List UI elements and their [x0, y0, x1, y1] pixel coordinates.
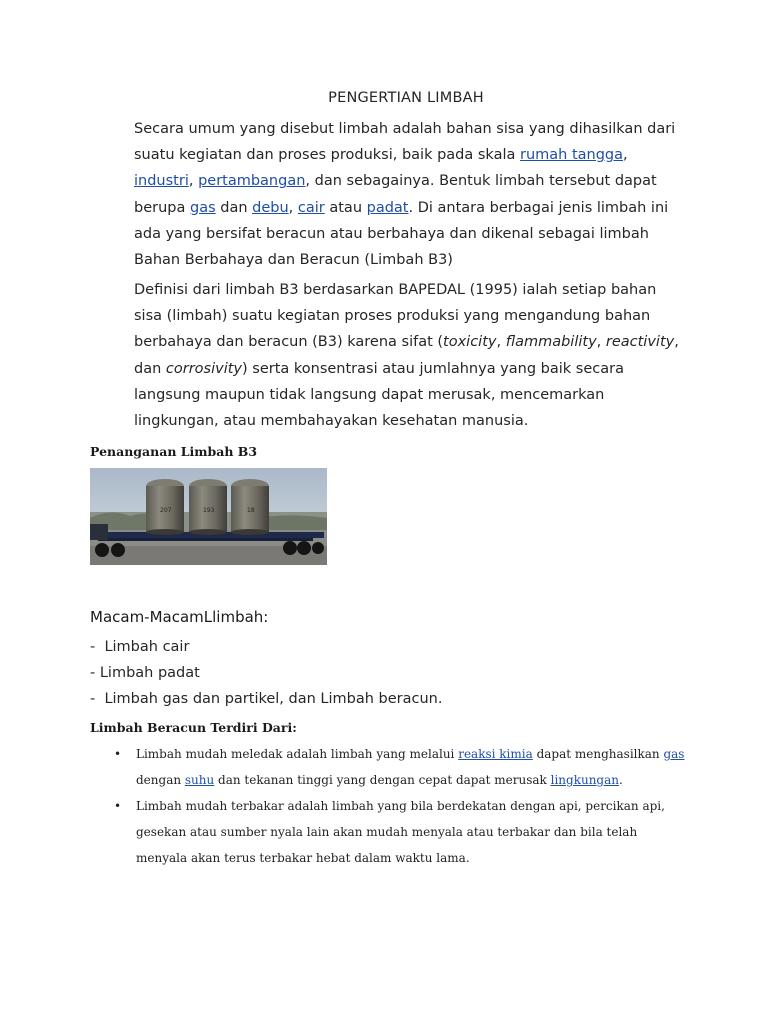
- tank-2: [189, 479, 227, 535]
- text-run: dengan: [136, 773, 185, 787]
- text-run: Limbah mudah terbakar adalah limbah yang bila berdekatan dengan api, percikan api, gesekan atau sumber nyala lain akan mudah menyala atau terbakar dan bila telah menyala akan terus terbakar hebat dalam waktu lama.: [136, 799, 665, 865]
- italic-term: corrosivity: [165, 360, 242, 377]
- italic-term: flammability: [505, 334, 597, 351]
- link-industri[interactable]: industri: [134, 173, 189, 190]
- heading-limbah-beracun: Limbah Beracun Terdiri Dari:: [90, 720, 297, 735]
- text-run: ,: [596, 334, 606, 351]
- tank-label: 207: [160, 507, 172, 514]
- text-run: ,: [496, 334, 506, 351]
- link-lingkungan[interactable]: lingkungan: [550, 773, 619, 787]
- tank-truck-photo: [90, 468, 327, 565]
- text-run: atau: [324, 199, 367, 216]
- tank-label: 18: [247, 507, 255, 514]
- text-run: ,: [188, 173, 199, 190]
- link-reaksi-kimia[interactable]: reaksi kimia: [458, 747, 533, 761]
- list-item: [112, 741, 692, 793]
- link-pertambangan[interactable]: pertambangan: [198, 173, 306, 190]
- page-title: PENGERTIAN LIMBAH: [328, 90, 484, 106]
- link-padat[interactable]: padat: [366, 199, 409, 216]
- text-run: dan: [215, 199, 253, 216]
- text-run: ,: [623, 147, 628, 164]
- link-cair[interactable]: cair: [297, 199, 325, 216]
- bullet-icon: •: [114, 799, 122, 813]
- heading-penanganan: Penanganan Limbah B3: [90, 444, 258, 459]
- tank-1: [146, 479, 184, 535]
- text-run: Limbah mudah meledak adalah limbah yang melalui: [136, 747, 459, 761]
- text-run: dan tekanan tinggi yang dengan cepat dapat merusak: [214, 773, 551, 787]
- paragraph-definition-limbah: [90, 116, 680, 273]
- link-rumah-tangga[interactable]: rumah tangga: [519, 147, 623, 164]
- link-gas-bullet[interactable]: gas: [663, 747, 685, 761]
- text-run: , dan: [134, 334, 679, 377]
- heading-macam-limbah: Macam-MacamLlimbah:: [90, 608, 269, 626]
- list-item: - Limbah padat: [90, 665, 200, 681]
- text-run: Secara umum yang disebut limbah adalah bahan sisa yang dihasilkan dari suatu kegiatan dan proses produksi, baik pada skala: [134, 121, 676, 164]
- italic-term: toxicity: [443, 334, 497, 351]
- text-run: ,: [288, 199, 298, 216]
- macam-limbah-list: [90, 634, 442, 712]
- text-run: dapat menghasilkan: [532, 747, 664, 761]
- text-run: ) serta konsentrasi atau jumlahnya yang baik secara langsung maupun tidak langsung dapat merusak, mencemarkan lingkungan, atau membahayakan kesehatan manusia.: [134, 360, 624, 430]
- text-run: . Di antara berbagai jenis limbah ini ada yang bersifat beracun atau berbahaya dan dikenal sebagai limbah Bahan Berbahaya dan Beracun (Limbah B3): [134, 199, 669, 269]
- italic-term: reactivity: [605, 334, 675, 351]
- limbah-beracun-list: [112, 741, 692, 871]
- bullet-icon: •: [114, 747, 122, 761]
- tank-3: [231, 479, 269, 535]
- link-debu[interactable]: debu: [252, 199, 289, 216]
- text-run: , dan sebagainya. Bentuk limbah tersebut dapat berupa: [134, 173, 657, 216]
- text-run: .: [619, 773, 623, 787]
- paragraph-definition-b3: [90, 277, 680, 434]
- list-item: - Limbah gas dan partikel, dan Limbah beracun.: [90, 691, 443, 707]
- list-item: - Limbah cair: [90, 639, 190, 655]
- link-suhu[interactable]: suhu: [184, 773, 215, 787]
- link-gas[interactable]: gas: [189, 199, 216, 216]
- text-run: Definisi dari limbah B3 berdasarkan BAPEDAL (1995) ialah setiap bahan sisa (limbah) suatu kegiatan proses produksi yang mengandung bahan berbahaya dan beracun (B3) karena sifat (: [134, 282, 657, 351]
- tank-label: 193: [203, 507, 215, 514]
- list-item: [112, 793, 692, 871]
